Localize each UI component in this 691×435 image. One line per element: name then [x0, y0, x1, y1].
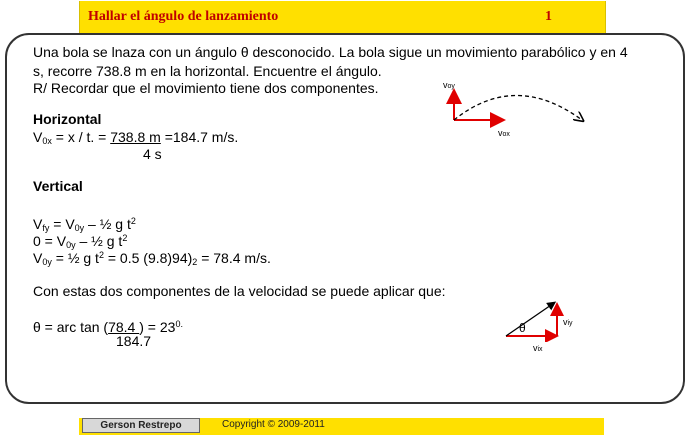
equation-text: = ½ g t [51, 250, 99, 266]
viy-label [563, 317, 573, 327]
v-symbol: V [33, 129, 43, 145]
vertical-line-3 [33, 247, 271, 270]
exponent: 2 [98, 250, 104, 260]
exponent: 2 [130, 216, 136, 226]
v0y-label [443, 80, 455, 90]
equation-text: θ = arc tan ( [33, 319, 109, 335]
v-subscript: 0x [42, 136, 52, 146]
equation-result: = 78.4 m/s. [197, 250, 271, 266]
degree-superscript: 0. [175, 319, 183, 329]
v-subscript: ix [537, 346, 543, 353]
problem-line-3: R/ Recordar que el movimiento tiene dos componentes. [33, 80, 379, 96]
copyright-text: Copyright © 2009-2011 [222, 419, 325, 430]
v-symbol: V [33, 216, 43, 232]
equation-text: 0 = V [33, 233, 67, 249]
angle-denominator: 184.7 [116, 333, 152, 349]
fraction-numerator: 738.8 m [110, 129, 161, 145]
v-symbol: v [563, 317, 568, 327]
v-subscript: iy [567, 320, 573, 327]
exponent: 2 [122, 233, 128, 243]
equation-result: =184.7 m/s. [160, 129, 239, 145]
v-subscript: 0y [74, 223, 85, 233]
v-symbol: V [33, 250, 43, 266]
fraction-numerator: 78.4 [108, 319, 140, 335]
problem-line-1: Una bola se lnaza con un ángulo θ desconocido. La bola sigue un movimiento parabólico y en 4 [33, 44, 628, 60]
v0x-label [498, 128, 510, 138]
equation-text: – ½ g t [75, 233, 123, 249]
theta-label: θ [519, 321, 526, 335]
horizontal-equation [33, 129, 238, 149]
angle-equation [33, 316, 183, 335]
equation-text: = x / t. = [51, 129, 111, 145]
vix-label [533, 343, 543, 353]
equation-text: = 0.5 (9.8)94) [103, 250, 193, 266]
trajectory-path [454, 96, 582, 121]
v-symbol: v [533, 343, 538, 353]
equation-result: ) = 23 [139, 319, 176, 335]
v-subscript: 0y [42, 257, 52, 267]
equation-text: = V [49, 216, 75, 232]
v-symbol: v [498, 128, 503, 138]
resultant-arrow [506, 303, 554, 336]
page-title: Hallar el ángulo de lanzamiento [88, 9, 279, 24]
subscript: 2 [192, 257, 198, 267]
page-number: 1 [545, 9, 552, 24]
equation-text: – ½ g t [84, 216, 131, 232]
author-badge: Gerson Restrepo [82, 418, 200, 433]
problem-line-2: s, recorre 738.8 m en la horizontal. Encuentre el ángulo. [33, 63, 382, 79]
v-subscript: oy [447, 83, 455, 90]
horizontal-heading: Horizontal [33, 111, 102, 127]
v-symbol: v [443, 80, 448, 90]
v-subscript: 0y [66, 240, 76, 250]
trajectory-diagram [440, 76, 600, 142]
horizontal-denominator: 4 s [143, 146, 162, 162]
conclusion-text: Con estas dos componentes de la velocidad se puede aplicar que: [33, 283, 446, 299]
vertical-heading: Vertical [33, 178, 83, 194]
v-subscript: ox [502, 131, 510, 138]
v-subscript: fy [42, 223, 50, 233]
velocity-triangle [500, 292, 570, 342]
